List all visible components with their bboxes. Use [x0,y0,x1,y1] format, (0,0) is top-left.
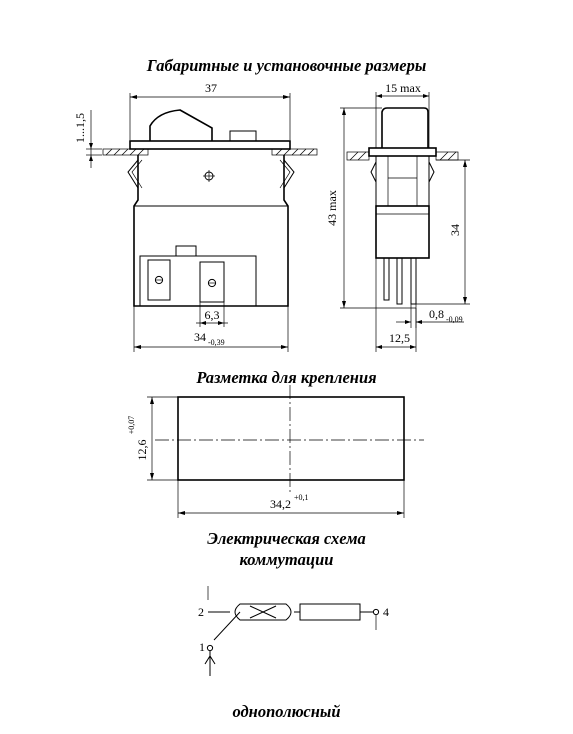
dim-cutout-width: 34,2 [270,497,291,511]
dim-height-body: 34 [448,224,462,236]
title-schema-line2: коммутации [239,550,334,569]
bezel-flange [130,141,290,149]
dim-pin-spacing: 6,3 [204,308,220,322]
resistor-symbol [300,604,360,620]
front-view [73,81,317,352]
title-schema-line1: Электрическая схема [207,529,366,548]
side-pin-3 [411,258,416,304]
side-actuator [382,108,428,148]
side-pin-1 [384,258,389,300]
label-terminal-2: 2 [198,605,204,619]
terminal-block [140,256,256,306]
mounting-cutout [127,385,424,518]
dim-width-bottom-tol: -0,39 [208,338,225,347]
mounting-panel-right [272,149,317,155]
terminal-right [200,262,224,302]
dim-width-bottom: 34 [194,330,206,344]
dim-pin-offset: 12,5 [389,331,410,345]
side-body-upper [376,156,429,206]
dim-cutout-width-tol: +0,1 [294,493,309,502]
terminal-1-node [207,645,212,650]
dim-panel-thickness: 1...1,5 [73,113,87,143]
title-mounting: Разметка для крепления [196,368,377,387]
terminal-4-node [373,609,378,614]
title-dimensions: Габаритные и установочные размеры [146,56,427,75]
title-footer: однополюсный [232,702,341,721]
side-panel-right [436,152,458,160]
rocker-actuator [150,110,212,141]
label-terminal-4: 4 [383,605,389,619]
label-terminal-1: 1 [199,640,205,654]
dim-side-width: 15 max [385,81,421,95]
dim-width-top: 37 [205,81,217,95]
dim-pin-thickness: 0,8 [429,307,444,321]
dim-cutout-height: 12,6 [135,439,149,461]
side-flange [369,148,436,156]
rocker-stop [230,131,256,141]
side-panel-left [347,152,369,160]
dim-pin-thickness-tol: -0,09 [446,315,463,324]
electrical-schematic [198,586,389,676]
side-pin-2 [397,258,402,304]
side-view [325,81,470,352]
mounting-panel-left [103,149,148,155]
dim-height-max: 43 max [325,190,339,226]
dim-cutout-height-tol: +0,07 [127,415,136,435]
cutout-rectangle [178,397,404,480]
